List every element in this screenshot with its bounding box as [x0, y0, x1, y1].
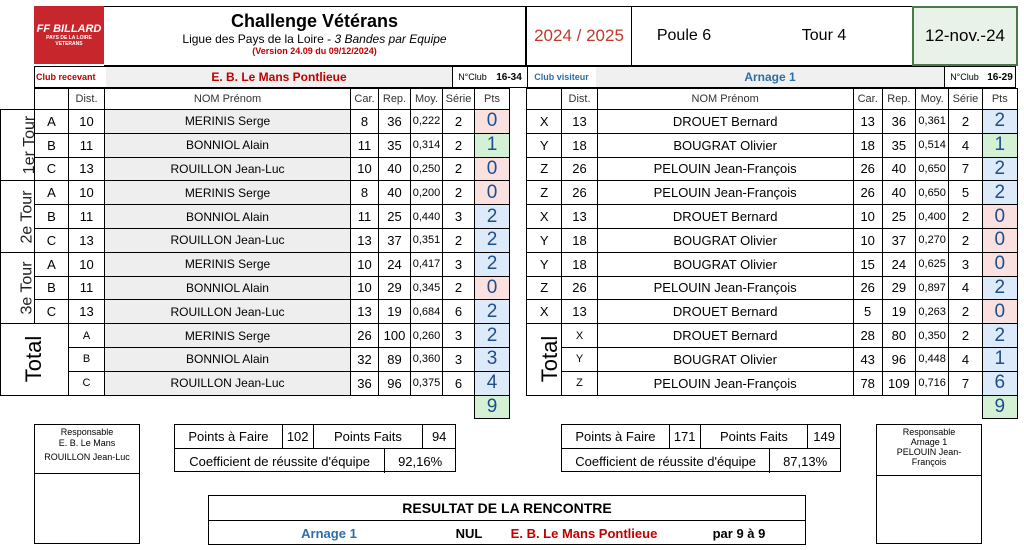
home-letter: C: [35, 300, 69, 324]
home-car: 11: [351, 205, 379, 229]
home-car: 8: [351, 181, 379, 205]
away-car: 26: [853, 181, 882, 205]
home-player-name: BONNIOL Alain: [105, 276, 351, 300]
home-letter: A: [35, 110, 69, 134]
home-total-letter: B: [69, 347, 105, 371]
home-coef-label: Coefficient de réussite d'équipe: [175, 449, 385, 473]
home-col-pts: Pts: [475, 89, 510, 110]
away-club-num: 16-29: [987, 71, 1013, 83]
page-title: Challenge Vétérans: [230, 11, 399, 31]
table-row: [1, 276, 527, 300]
home-total-name: BONNIOL Alain: [105, 347, 351, 371]
home-club-name: E. B. Le Mans Pontlieue: [106, 67, 452, 87]
away-player-name: BOUGRAT Olivier: [597, 133, 853, 157]
home-pts: 2: [475, 300, 510, 324]
away-pts: 2: [982, 181, 1017, 205]
away-total-pts: 6: [982, 371, 1017, 395]
home-moy: 0,222: [411, 110, 443, 134]
home-resp-club: E. B. Le Mans: [58, 438, 116, 448]
home-club-num: 16-34: [496, 71, 522, 83]
away-letter: X: [527, 300, 562, 324]
away-table: [526, 88, 1018, 419]
table-row: [527, 276, 1018, 300]
home-col-letter: [35, 89, 69, 110]
home-dist: 10: [69, 110, 105, 134]
away-moy: 0,650: [916, 181, 949, 205]
tour-label-3: [1, 252, 35, 323]
away-serie: 3: [949, 252, 982, 276]
away-total-serie: 7: [949, 371, 982, 395]
table-row: [1, 252, 527, 276]
away-total-car: 78: [853, 371, 882, 395]
table-row: [527, 205, 1018, 229]
home-dist: 10: [69, 252, 105, 276]
away-stats: [561, 424, 841, 472]
away-responsable-box: [876, 424, 982, 544]
away-dist: 18: [562, 228, 597, 252]
logo-line-2: PAYS DE LA LOIRE: [46, 35, 92, 41]
away-letter: Z: [527, 157, 562, 181]
table-row: [1, 157, 527, 181]
logo-line-1: FF BILLARD: [36, 23, 102, 35]
home-total-rep: 96: [379, 371, 411, 395]
home-total-rep: 100: [379, 324, 411, 348]
home-car: 8: [351, 110, 379, 134]
home-car: 13: [351, 228, 379, 252]
away-total-pts: 1: [982, 347, 1017, 371]
home-serie: 3: [443, 252, 475, 276]
away-moy: 0,263: [916, 300, 949, 324]
home-resp-name: ROUILLON Jean-Luc: [44, 452, 130, 462]
home-total-rep: 89: [379, 347, 411, 371]
away-pf-label: Points à Faire: [562, 425, 670, 448]
away-pts: 0: [982, 228, 1017, 252]
home-player-name: MERINIS Serge: [105, 252, 351, 276]
away-dist: 26: [562, 157, 597, 181]
home-moy: 0,200: [411, 181, 443, 205]
away-coef-label: Coefficient de réussite d'équipe: [562, 449, 770, 473]
home-dist: 11: [69, 133, 105, 157]
home-col-moy: Moy.: [411, 89, 443, 110]
table-row: [527, 157, 1018, 181]
table-row: [527, 133, 1018, 157]
table-row: [527, 110, 1018, 134]
home-total-car: 32: [351, 347, 379, 371]
home-pf-label: Points à Faire: [175, 425, 283, 448]
result-team2: E. B. Le Mans Pontlieue: [510, 525, 658, 541]
home-player-name: MERINIS Serge: [105, 110, 351, 134]
home-coef-value: 92,16%: [398, 453, 443, 469]
home-dist: 11: [69, 276, 105, 300]
home-car: 10: [351, 276, 379, 300]
home-pts: 2: [475, 205, 510, 229]
home-total-letter: A: [69, 324, 105, 348]
tour-label-1: [1, 110, 39, 181]
home-pts: 2: [475, 228, 510, 252]
away-letter: Z: [527, 181, 562, 205]
away-total-pts: 2: [982, 324, 1017, 348]
away-car: 5: [853, 300, 882, 324]
home-serie: 6: [443, 300, 475, 324]
home-car: 10: [351, 157, 379, 181]
away-pts: 0: [982, 205, 1017, 229]
total-row: [1, 324, 527, 348]
home-rep: 37: [379, 228, 411, 252]
table-row: [527, 300, 1018, 324]
away-dist: 26: [562, 276, 597, 300]
tour-label-2: [1, 181, 35, 252]
tour-label-text: 1er Tour: [21, 115, 39, 175]
home-col-dist: Dist.: [69, 89, 105, 110]
away-player-name: DROUET Bernard: [597, 300, 853, 324]
away-serie: 7: [949, 157, 982, 181]
home-pfa-label: Points Faits: [314, 425, 424, 448]
total-row: [1, 347, 527, 371]
away-coef-value: 87,13%: [783, 453, 828, 469]
home-rep: 24: [379, 252, 411, 276]
away-rep: 35: [882, 133, 915, 157]
subtitle-format: 3 Bandes par Equipe: [334, 32, 447, 46]
home-letter: C: [35, 157, 69, 181]
away-col-letter: [527, 89, 562, 110]
away-car: 26: [853, 157, 882, 181]
away-dist: 13: [562, 300, 597, 324]
away-total-car: 43: [853, 347, 882, 371]
away-resp-label: Responsable: [902, 427, 956, 437]
home-player-name: ROUILLON Jean-Luc: [105, 157, 351, 181]
away-serie: 5: [949, 181, 982, 205]
home-stats: [174, 424, 456, 472]
away-letter: X: [527, 205, 562, 229]
ff-billard-logo: [34, 6, 104, 64]
home-col-name: NOM Prénom: [105, 89, 351, 110]
away-total-rep: 80: [882, 324, 915, 348]
home-letter: B: [35, 133, 69, 157]
home-letter: C: [35, 228, 69, 252]
home-club-num-label: N°Club: [452, 67, 492, 87]
home-serie: 2: [443, 157, 475, 181]
home-moy: 0,417: [411, 252, 443, 276]
away-col-rep: Rep.: [882, 89, 915, 110]
away-pts: 2: [982, 157, 1017, 181]
home-total-pts: 2: [475, 324, 510, 348]
home-total-name: ROUILLON Jean-Luc: [105, 371, 351, 395]
away-moy: 0,270: [916, 228, 949, 252]
home-col-rep: Rep.: [379, 89, 411, 110]
away-pts: 2: [982, 110, 1017, 134]
away-rep: 25: [882, 205, 915, 229]
subtitle: [104, 32, 525, 46]
tour-label-text: 2e Tour: [18, 190, 36, 244]
away-total-serie: 2: [949, 324, 982, 348]
subtitle-league: Ligue des Pays de la Loire -: [182, 32, 335, 46]
home-pts: 2: [475, 252, 510, 276]
table-row: [1, 228, 527, 252]
away-total-name: BOUGRAT Olivier: [597, 347, 853, 371]
home-serie: 3: [443, 205, 475, 229]
home-dist: 13: [69, 300, 105, 324]
away-total-letter: Z: [562, 371, 597, 395]
total-row: [527, 347, 1018, 371]
home-moy: 0,351: [411, 228, 443, 252]
away-serie: 4: [949, 133, 982, 157]
table-row: [527, 228, 1018, 252]
away-car: 10: [853, 205, 882, 229]
home-dist: 13: [69, 228, 105, 252]
total-label-text: Total: [21, 336, 47, 383]
away-player-name: PELOUIN Jean-François: [597, 157, 853, 181]
home-serie: 2: [443, 228, 475, 252]
away-total-letter: Y: [562, 347, 597, 371]
away-moy: 0,650: [916, 157, 949, 181]
away-total-name: PELOUIN Jean-François: [597, 371, 853, 395]
home-rep: 40: [379, 157, 411, 181]
tour-label-text: 3e Tour: [18, 261, 36, 315]
home-total-pts: 4: [475, 371, 510, 395]
home-total-label: [1, 324, 69, 395]
home-rep: 19: [379, 300, 411, 324]
away-pfa-value: 149: [813, 429, 835, 444]
away-car: 13: [853, 110, 882, 134]
home-rep: 36: [379, 110, 411, 134]
away-dist: 18: [562, 252, 597, 276]
away-serie: 2: [949, 110, 982, 134]
home-dist: 10: [69, 181, 105, 205]
away-resp-club: Arnage 1: [910, 437, 948, 447]
home-rep: 35: [379, 133, 411, 157]
away-total-car: 28: [853, 324, 882, 348]
home-pf-value: 102: [283, 425, 314, 448]
home-club-label: Club recevant: [36, 72, 96, 82]
away-total-letter: X: [562, 324, 597, 348]
home-total-car: 26: [351, 324, 379, 348]
away-dist: 13: [562, 205, 597, 229]
away-pts: 1: [982, 133, 1017, 157]
away-letter: Y: [527, 252, 562, 276]
result-title: RESULTAT DE LA RENCONTRE: [209, 496, 805, 521]
result-verdict: NUL: [455, 525, 483, 541]
home-rep: 25: [379, 205, 411, 229]
away-player-name: BOUGRAT Olivier: [597, 252, 853, 276]
home-total-pts: 3: [475, 347, 510, 371]
away-total-moy: 0,350: [916, 324, 949, 348]
away-dist: 13: [562, 110, 597, 134]
away-dist: 18: [562, 133, 597, 157]
home-moy: 0,345: [411, 276, 443, 300]
away-total-name: DROUET Bernard: [597, 324, 853, 348]
away-col-dist: Dist.: [562, 89, 597, 110]
away-rep: 24: [882, 252, 915, 276]
home-sum: 9: [475, 395, 510, 419]
away-club-label: Club visiteur: [527, 67, 595, 87]
home-serie: 2: [443, 181, 475, 205]
away-club-name: Arnage 1: [596, 67, 944, 87]
home-rep: 40: [379, 181, 411, 205]
home-moy: 0,440: [411, 205, 443, 229]
away-letter: Y: [527, 133, 562, 157]
home-total-moy: 0,375: [411, 371, 443, 395]
away-pts: 2: [982, 276, 1017, 300]
home-rep: 29: [379, 276, 411, 300]
logo-line-3: VETERANS: [55, 41, 83, 47]
away-col-name: NOM Prénom: [597, 89, 853, 110]
tour-cell: Tour 4: [736, 6, 912, 66]
result-team1: Arnage 1: [301, 525, 357, 541]
away-moy: 0,361: [916, 110, 949, 134]
home-car: 10: [351, 252, 379, 276]
home-player-name: BONNIOL Alain: [105, 205, 351, 229]
home-letter: A: [35, 181, 69, 205]
away-letter: Y: [527, 228, 562, 252]
away-club-num-label: N°Club: [944, 67, 984, 87]
home-car: 11: [351, 133, 379, 157]
home-player-name: ROUILLON Jean-Luc: [105, 300, 351, 324]
home-total-moy: 0,360: [411, 347, 443, 371]
away-col-pts: Pts: [982, 89, 1017, 110]
date-cell: 12-nov.-24: [912, 6, 1018, 66]
away-car: 10: [853, 228, 882, 252]
home-moy: 0,250: [411, 157, 443, 181]
home-player-name: BONNIOL Alain: [105, 133, 351, 157]
away-resp-name: PELOUIN Jean-François: [896, 447, 962, 467]
home-letter: B: [35, 276, 69, 300]
total-row: [1, 371, 527, 395]
home-col-car: Car.: [351, 89, 379, 110]
home-pfa-value: 94: [431, 429, 447, 444]
season-cell: 2024 / 2025: [526, 6, 632, 66]
away-pf-value: 171: [670, 425, 701, 448]
home-letter: A: [35, 252, 69, 276]
home-pts: 0: [475, 276, 510, 300]
poule-cell: Poule 6: [632, 6, 736, 66]
home-resp-label: Responsable: [60, 427, 114, 437]
table-row: [527, 252, 1018, 276]
table-row: [1, 300, 527, 324]
away-col-moy: Moy.: [916, 89, 949, 110]
home-pts: 1: [475, 133, 510, 157]
home-responsable-box: [34, 424, 140, 544]
home-total-serie: 3: [443, 324, 475, 348]
total-label-text: Total: [537, 336, 563, 383]
away-rep: 29: [882, 276, 915, 300]
away-car: 18: [853, 133, 882, 157]
home-player-name: ROUILLON Jean-Luc: [105, 228, 351, 252]
result-score: par 9 à 9: [712, 525, 766, 541]
home-player-name: MERINIS Serge: [105, 181, 351, 205]
home-total-serie: 3: [443, 347, 475, 371]
home-pts: 0: [475, 157, 510, 181]
away-car: 15: [853, 252, 882, 276]
home-letter: B: [35, 205, 69, 229]
home-pts: 0: [475, 181, 510, 205]
away-pts: 0: [982, 300, 1017, 324]
home-serie: 2: [443, 276, 475, 300]
home-col-serie: Série: [443, 89, 475, 110]
table-row: [527, 181, 1018, 205]
away-total-serie: 4: [949, 347, 982, 371]
away-moy: 0,897: [916, 276, 949, 300]
result-box: [208, 495, 806, 545]
home-car: 13: [351, 300, 379, 324]
home-total-moy: 0,260: [411, 324, 443, 348]
total-row: [527, 324, 1018, 348]
away-player-name: PELOUIN Jean-François: [597, 181, 853, 205]
table-row: [1, 133, 527, 157]
home-total-car: 36: [351, 371, 379, 395]
table-row: [1, 205, 527, 229]
home-serie: 2: [443, 110, 475, 134]
away-serie: 2: [949, 300, 982, 324]
home-moy: 0,314: [411, 133, 443, 157]
away-total-moy: 0,448: [916, 347, 949, 371]
away-moy: 0,514: [916, 133, 949, 157]
away-total-label: [527, 324, 562, 395]
away-sum: 9: [982, 395, 1017, 419]
home-dist: 13: [69, 157, 105, 181]
home-dist: 11: [69, 205, 105, 229]
away-dist: 26: [562, 181, 597, 205]
away-pts: 0: [982, 252, 1017, 276]
away-total-moy: 0,716: [916, 371, 949, 395]
away-total-rep: 109: [882, 371, 915, 395]
away-moy: 0,400: [916, 205, 949, 229]
away-player-name: BOUGRAT Olivier: [597, 228, 853, 252]
total-row: [527, 371, 1018, 395]
away-rep: 40: [882, 157, 915, 181]
away-serie: 2: [949, 205, 982, 229]
away-letter: Z: [527, 276, 562, 300]
home-serie: 2: [443, 133, 475, 157]
away-rep: 37: [882, 228, 915, 252]
away-player-name: DROUET Bernard: [597, 205, 853, 229]
away-col-serie: Série: [949, 89, 982, 110]
away-rep: 36: [882, 110, 915, 134]
away-letter: X: [527, 110, 562, 134]
home-pts: 0: [475, 110, 510, 134]
away-player-name: PELOUIN Jean-François: [597, 276, 853, 300]
table-row: [1, 181, 527, 205]
away-total-rep: 96: [882, 347, 915, 371]
home-total-name: MERINIS Serge: [105, 324, 351, 348]
away-rep: 19: [882, 300, 915, 324]
away-car: 26: [853, 276, 882, 300]
away-serie: 4: [949, 276, 982, 300]
away-pfa-label: Points Faits: [701, 425, 809, 448]
version-label: (Version 24.09 du 09/12/2024): [252, 46, 377, 56]
home-table: [0, 88, 527, 419]
away-col-car: Car.: [853, 89, 882, 110]
away-moy: 0,625: [916, 252, 949, 276]
away-serie: 2: [949, 228, 982, 252]
away-rep: 40: [882, 181, 915, 205]
away-player-name: DROUET Bernard: [597, 110, 853, 134]
home-total-serie: 6: [443, 371, 475, 395]
home-moy: 0,684: [411, 300, 443, 324]
title-block: [104, 6, 526, 66]
table-row: [1, 110, 527, 134]
home-total-letter: C: [69, 371, 105, 395]
